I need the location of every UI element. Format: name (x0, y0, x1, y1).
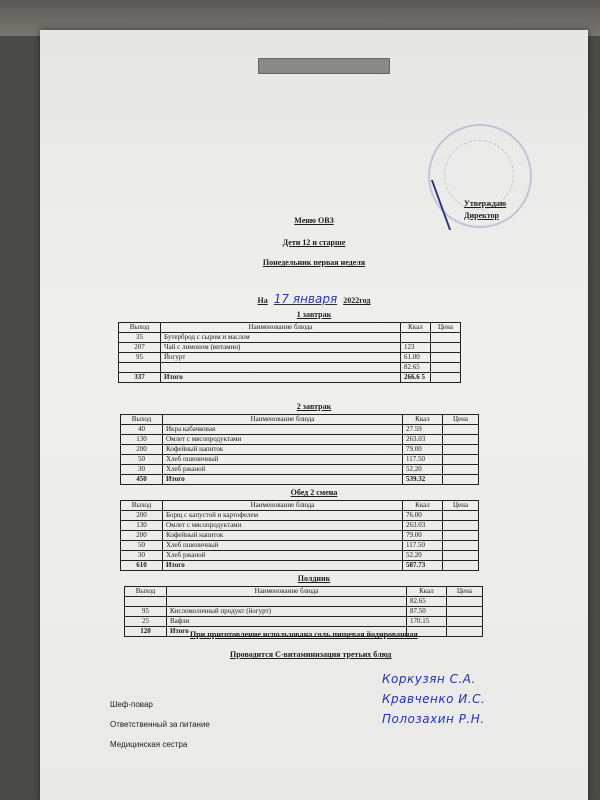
table-row: 130 Омлет с мясопродуктами 263.03 (121, 435, 479, 445)
menu-document (40, 30, 588, 800)
section-title-breakfast-1: 1 завтрак (296, 310, 332, 319)
table-row: 200 Кофейный напиток 79.00 (121, 531, 479, 541)
col-header: Ккал (403, 501, 443, 511)
menu-title: Меню ОВЗ (294, 216, 334, 225)
col-header: Цена (443, 415, 479, 425)
table-row: 130 Омлет с мясопродуктами 263.03 (121, 521, 479, 531)
col-header: Ккал (401, 323, 431, 333)
col-header: Ккал (407, 587, 447, 597)
salt-note: При приготовление использована соль пищевая йодированная (190, 630, 418, 639)
approval-label: Утверждаю (464, 199, 507, 208)
section-title-lunch: Обед 2 смена (290, 488, 338, 497)
table-row: 200 Кофейный напиток 79.00 (121, 445, 479, 455)
date-year: 2022год (343, 296, 371, 305)
table-row: 30 Хлеб ржаной 52.20 (121, 465, 479, 475)
signature-chef: Коркузян С.А. (382, 672, 476, 686)
col-header: Выход (121, 415, 163, 425)
table-row: 95 Кисломолочный продукт (йогурт) 87.50 (125, 607, 483, 617)
date-handwritten: 17 января (273, 292, 338, 306)
total-row: 337 Итого 266.6 5 (119, 373, 461, 383)
table-lunch (120, 500, 479, 571)
date-prefix: На (257, 296, 268, 305)
staff-role-nurse: Медицинская сестра (110, 740, 188, 749)
table-row: 25 Вафли 170.15 (125, 617, 483, 627)
table-row: 50 Хлеб пшеничный 117.50 (121, 455, 479, 465)
col-header: Наименование блюда (163, 415, 403, 425)
col-header: Выход (121, 501, 163, 511)
col-header: Ккал (403, 415, 443, 425)
section-title-snack: Полдник (297, 574, 331, 583)
table-row: 35 Бутерброд с сыром и маслом (119, 333, 461, 343)
col-header: Наименование блюда (163, 501, 403, 511)
section-title-breakfast-2: 2 завтрак (296, 402, 332, 411)
table-breakfast-1 (118, 322, 461, 383)
table-row: 82.65 (125, 597, 483, 607)
table-row: 200 Борщ с капустой и картофелем 76.00 (121, 511, 479, 521)
staff-role-nutrition: Ответственный за питание (110, 720, 210, 729)
col-header: Выход (125, 587, 167, 597)
table-row: 207 Чай с лимоном (витамин) 123 (119, 343, 461, 353)
total-row: 610 Итого 587.73 (121, 561, 479, 571)
table-row: 50 Хлеб пшеничный 117.50 (121, 541, 479, 551)
col-header: Выход (119, 323, 161, 333)
menu-group: Дети 12 и старше (282, 238, 346, 247)
approval-role: Директор (464, 211, 499, 220)
signature-nurse: Полозахин Р.Н. (382, 712, 485, 726)
col-header: Наименование блюда (167, 587, 407, 597)
menu-day: Понедельник первая неделя (262, 258, 366, 267)
col-header: Цена (447, 587, 483, 597)
table-breakfast-2 (120, 414, 479, 485)
table-row: 40 Икра кабачковая 27.59 (121, 425, 479, 435)
signature-nutrition: Кравченко И.С. (382, 692, 486, 706)
table-row: 82.65 (119, 363, 461, 373)
total-row: 120 Итого (125, 627, 483, 637)
staff-role-chef: Шеф-повар (110, 700, 153, 709)
table-row: 95 Йогурт 61.00 (119, 353, 461, 363)
table-row: 30 Хлеб ржаной 52.20 (121, 551, 479, 561)
col-header: Цена (443, 501, 479, 511)
vitamin-note: Проводится С-витаминизация третьих блюд (230, 650, 392, 659)
menu-date (40, 292, 588, 306)
total-row: 450 Итого 539.32 (121, 475, 479, 485)
col-header: Цена (431, 323, 461, 333)
binder-clip (258, 58, 390, 74)
col-header: Наименование блюда (161, 323, 401, 333)
